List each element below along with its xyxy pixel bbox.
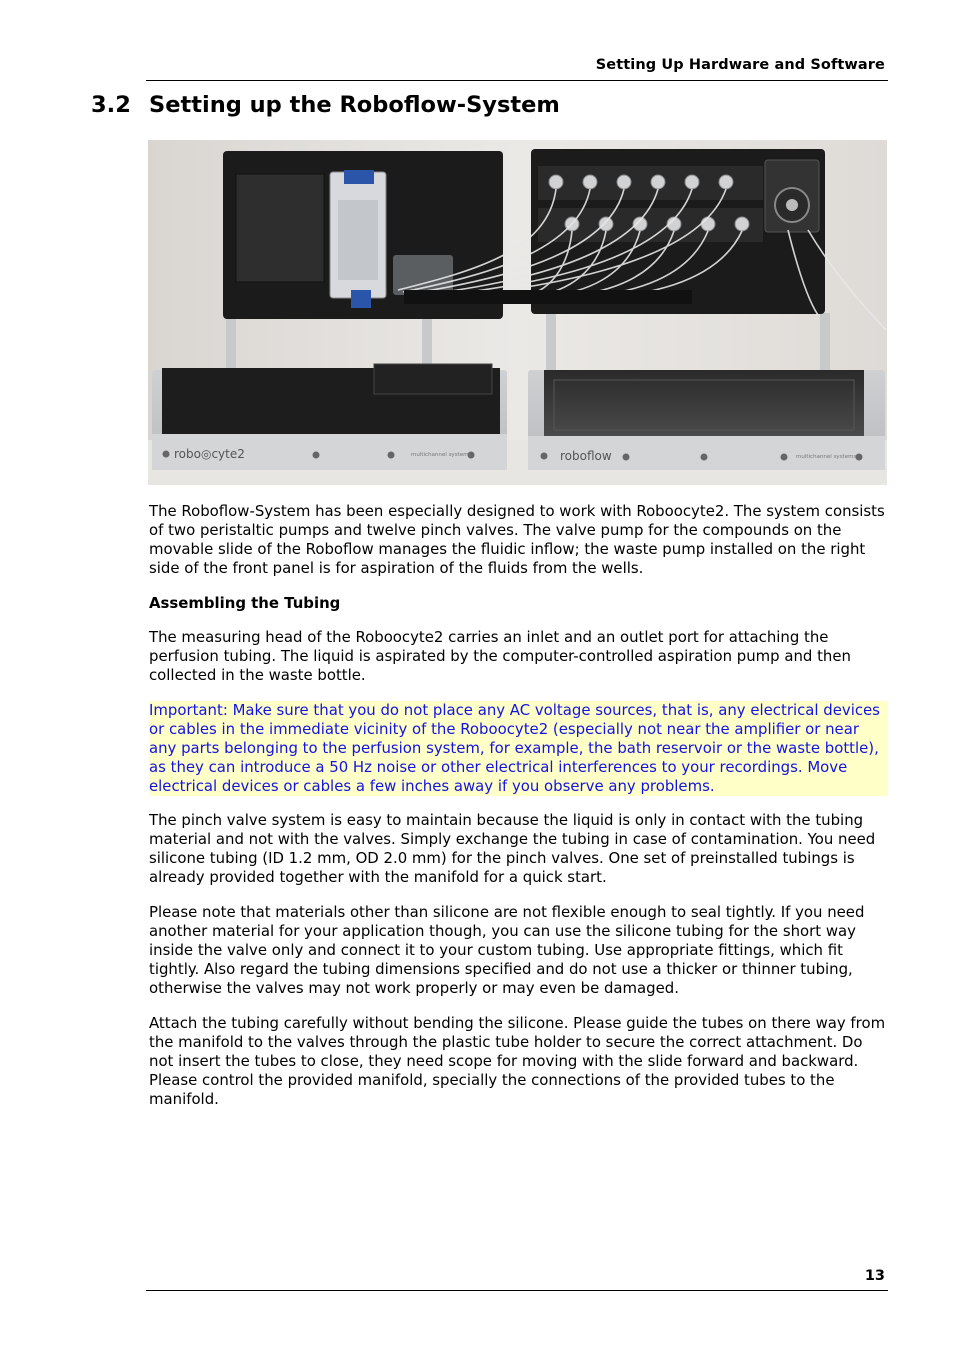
pinch-valve-paragraph: The pinch valve system is easy to maintain because the liquid is only in contact with the tubing material and not with the valves. Simply exchange the tubing in case of contamination. You need silicone tubing (ID 1.2 mm, OD 2.0 mm) for the pinch valves. One set of preinstalled tubings is already provided together with the manifold for a quick start. <box>149 811 876 887</box>
measuring-head-paragraph: The measuring head of the Roboocyte2 carries an inlet and an outlet port for attaching the perfusion tubing. The liquid is aspirated by the computer-controlled aspiration pump and then collected in the waste bottle. <box>149 628 851 685</box>
header-rule <box>146 80 888 81</box>
attach-tubing-paragraph: Attach the tubing carefully without bending the silicone. Please guide the tubes on there way from the manifold to the valves through the plastic tube holder to secure the correct attachment. Do not insert the tubes to close, they need scope for moving with the slide forward and backward. Please control the provided manifold, specially the connections of the provided tubes to the manifold. <box>149 1013 886 1108</box>
intro-paragraph: The Roboflow-System has been especially designed to work with Roboocyte2. The system consists of two peristaltic pumps and twelve pinch valves. The valve pump for the compounds on the movable slide of the Roboflow manages the fluidic inflow; the waste pump installed on the right side of the front panel is for aspiration of the fluids from the wells. <box>149 502 885 577</box>
page-number: 13 <box>864 1268 885 1284</box>
svg-text:multichannel systems: multichannel systems <box>411 452 472 458</box>
svg-text:multichannel systems: multichannel systems <box>796 454 857 460</box>
roboflow-brand-label: roboflow <box>560 449 612 463</box>
body-content <box>149 502 889 1124</box>
section-title: Setting up the Roboflow-System <box>149 92 560 118</box>
subheading-assembling-tubing: Assembling the Tubing <box>149 593 341 612</box>
footer-rule <box>146 1290 888 1291</box>
running-header: Setting Up Hardware and Software <box>595 57 885 73</box>
important-note: Important: Make sure that you do not place any AC voltage sources, that is, any electrical devices or cables in the immediate vicinity of the Roboocyte2 (especially not near the amplifier or near any parts belonging to the perfusion system, for example, the bath reservoir or the waste bottle), as they can introduce a 50 Hz noise or other electrical interferences to your recordings. Move electrical devices or cables a few inches away if you observe any problems. <box>149 701 888 796</box>
materials-paragraph: Please note that materials other than silicone are not flexible enough to seal tightly. If you need another material for your application though, you can use the silicone tubing for the short way inside the valve only and connect it to your custom tubing. Use appropriate fittings, which fit tightly. Also regard the tubing dimensions specified and do not use a thicker or thinner tubing, otherwise the valves may not work properly or may even be damaged. <box>149 902 865 997</box>
roboocyte-brand-label: robo◎cyte2 <box>174 447 245 461</box>
section-heading <box>91 92 560 118</box>
section-number: 3.2 <box>91 92 131 118</box>
roboflow-system-photo <box>148 140 887 485</box>
